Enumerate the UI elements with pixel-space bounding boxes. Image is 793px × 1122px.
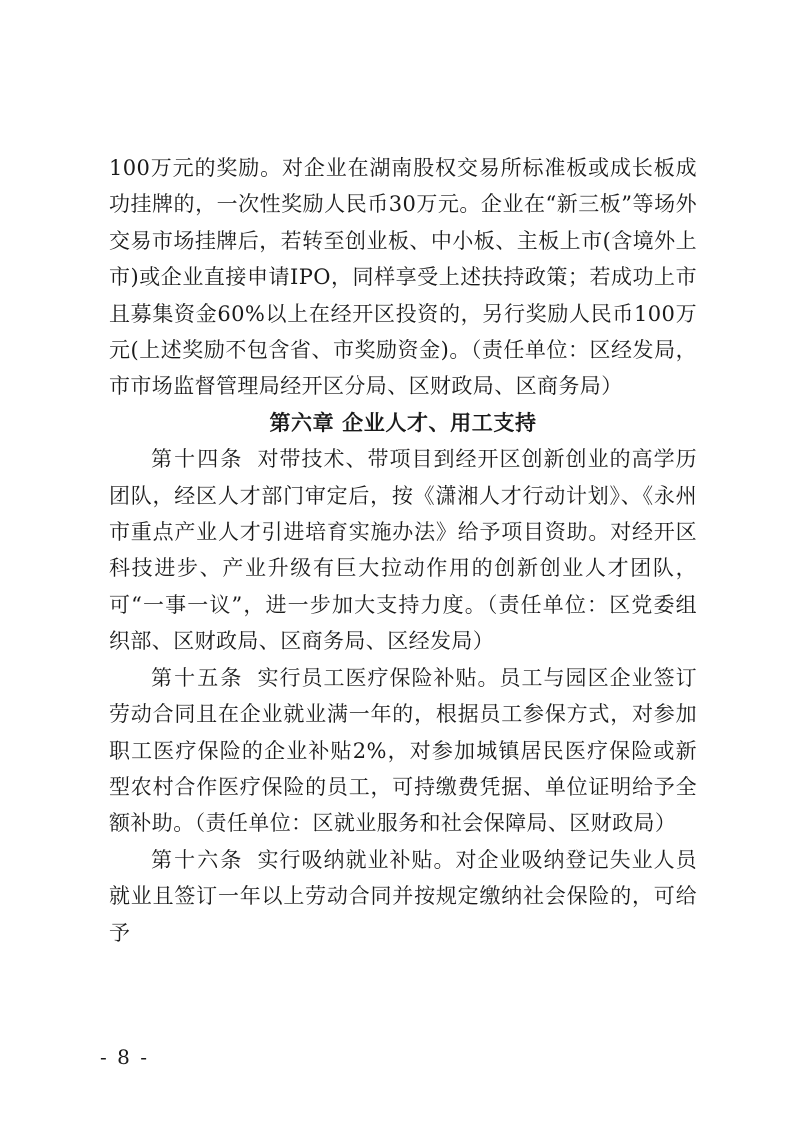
chapter-title: 第六章 企业人才、用工支持 [269,410,537,435]
page-number: - 8 - [100,1045,149,1069]
article-15-body: 实行员工医疗保险补贴。员工与园区企业签订劳动合同且在企业就业满一年的，根据员工参保方式，对参加职工医疗保险的企业补贴2%，对参加城镇居民医疗保险或新型农村合作医疗保险的员工，可持缴费凭据、单位证明给予全额补助。（责任单位：区就业服务和社会保障局、区财政局） [109,665,698,836]
article-14-heading: 第十四条 [151,447,244,472]
article-15 [109,660,697,842]
article-14 [109,441,697,659]
article-16 [109,842,697,951]
article-16-body: 实行吸纳就业补贴。对企业吸纳登记失业人员就业且签订一年以上劳动合同并按规定缴纳社会保险的，可给予 [109,847,698,945]
article-16-heading: 第十六条 [151,847,244,872]
body-text [109,150,697,951]
article-14-body: 对带技术、带项目到经开区创新创业的高学历团队，经区人才部门审定后，按《潇湘人才行动计划》、《永州市重点产业人才引进培育实施办法》给予项目资助。对经开区科技进步、产业升级有巨大拉动作用的创新创业人才团队，可“一事一议”，进一步加大支持力度。（责任单位：区党委组织部、区财政局、区商务局、区经发局） [109,447,698,654]
article-15-heading: 第十五条 [151,665,244,690]
paragraph-continuation: 100万元的奖励。对企业在湖南股权交易所标准板或成长板成功挂牌的，一次性奖励人民币30万元。企业在“新三板”等场外交易市场挂牌后，若转至创业板、中小板、主板上市(含境外上市)或企业直接申请IPO，同样享受上述扶持政策；若成功上市且募集资金60%以上在经开区投资的，另行奖励人民币100万元(上述奖励不包含省、市奖励资金)。（责任单位：区经发局，市市场监督管理局经开区分局、区财政局、区商务局） [109,156,697,399]
